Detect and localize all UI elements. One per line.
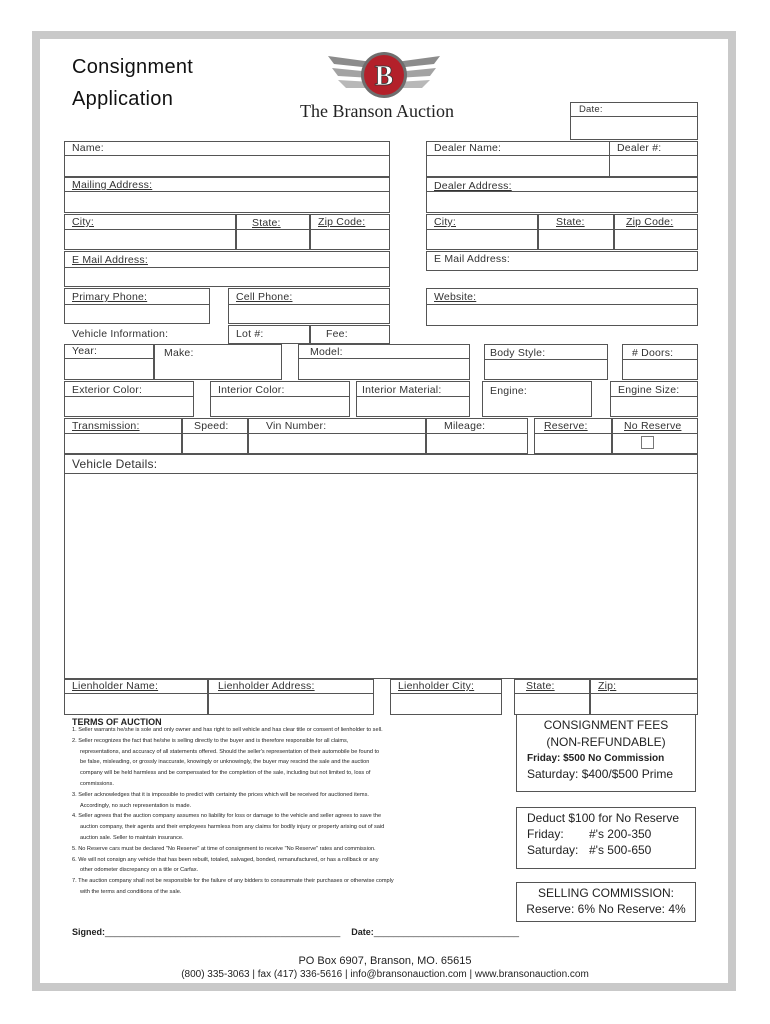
commission-rates: Reserve: 6% No Reserve: 4%: [526, 902, 686, 916]
terms-item: auction sale. Seller to maintain insurance.: [80, 834, 184, 841]
form-title-line1: Consignment: [72, 56, 194, 78]
vehicle-details-label: Vehicle Details:: [72, 457, 158, 471]
terms-item: 5. No Reserve cars must be declared "No Reserve" at time of consignment to receive "No Reserve" rates and commission.: [72, 845, 376, 852]
date-field[interactable]: [570, 102, 698, 140]
consignment-fees-box: [516, 714, 696, 792]
no-reserve-label: No Reserve: [624, 420, 682, 432]
fees-title: CONSIGNMENT FEES: [543, 718, 669, 732]
auction-logo: [326, 48, 442, 102]
saturday-range: Saturday: #'s 500-650: [527, 843, 652, 857]
terms-item: Accordingly, no such representation is made.: [80, 802, 192, 809]
city-label: City:: [72, 216, 94, 228]
saturday-fee: Saturday: $400/$500 Prime: [527, 767, 674, 781]
signature-line[interactable]: [72, 927, 519, 937]
form-title-line2: Application: [72, 88, 174, 110]
lienholder-name-label: Lienholder Name:: [72, 680, 159, 692]
dealer-number-label: Dealer #:: [617, 142, 662, 154]
logo-letter: B: [374, 61, 394, 92]
footer-contact: (800) 335-3063 | fax (417) 336-5616 | info@bransonauction.com | www.bransonauction.com: [181, 969, 589, 980]
state-label: State:: [252, 217, 281, 229]
terms-list: [72, 725, 502, 898]
interior-material-label: Interior Material:: [362, 384, 442, 396]
mailing-address-label: Mailing Address:: [72, 179, 153, 191]
cell-phone-label: Cell Phone:: [236, 291, 293, 303]
vehicle-details-header: [64, 454, 698, 474]
date-label: Date:: [579, 104, 603, 115]
website-label: Website:: [434, 291, 477, 303]
exterior-color-label: Exterior Color:: [72, 384, 143, 396]
email-label: E Mail Address:: [72, 254, 148, 266]
terms-item: auction company, their agents and their employees harmless from any claims for bodily injury or property arising out of said: [80, 824, 385, 831]
year-label: Year:: [72, 345, 98, 357]
zip-label: Zip Code:: [318, 216, 366, 228]
selling-commission-box: [516, 882, 696, 922]
interior-color-label: Interior Color:: [218, 384, 285, 396]
terms-item: other odometer discrepancy on a title or Carfax.: [80, 867, 199, 874]
name-label: Name:: [72, 142, 104, 154]
dealer-city-label: City:: [434, 216, 456, 228]
friday-fee: Friday: $500 No Commission: [527, 753, 665, 764]
vehicle-details-textarea[interactable]: [64, 473, 698, 679]
signed-blank: _______________________________________________: [105, 927, 341, 937]
company-name: The Branson Auction: [300, 101, 454, 121]
friday-range: Friday: #'s 200-350: [527, 827, 652, 841]
transmission-label: Transmission:: [72, 420, 140, 432]
dealer-email-label: E Mail Address:: [434, 253, 510, 265]
terms-item: 4. Seller agrees that the auction company assumes no liability for loss or damage to the vehicle and seller agrees to save the: [72, 813, 382, 820]
commission-title: SELLING COMMISSION:: [537, 886, 675, 900]
dealer-zip-label: Zip Code:: [626, 216, 674, 228]
terms-item: with the terms and conditions of the sale.: [80, 888, 182, 895]
sign-date-label: Date:: [351, 927, 374, 937]
sign-date-blank: _____________________________: [373, 927, 519, 937]
engine-size-label: Engine Size:: [618, 384, 680, 396]
lienholder-zip-label: Zip:: [598, 680, 617, 692]
terms-item: representations, and accuracy of all statements offered. Should the seller's representation of their automobile be found to: [80, 748, 380, 755]
terms-heading: TERMS OF AUCTION: [72, 717, 162, 727]
doors-label: # Doors:: [632, 347, 674, 359]
dealer-state-label: State:: [556, 216, 585, 228]
vin-label: Vin Number:: [266, 420, 327, 432]
terms-item: company will be held harmless and be compensated for the completion of the sale, including but not limited to, loss of: [80, 770, 371, 777]
primary-phone-label: Primary Phone:: [72, 291, 148, 303]
make-label: Make:: [164, 347, 194, 359]
terms-item: commissions.: [80, 780, 114, 787]
terms-item: 6. We will not consign any vehicle that has been rebuilt, totaled, salvaged, bonded, remanufactured, or has a rollback or any: [72, 856, 379, 863]
model-label: Model:: [310, 346, 343, 358]
lienholder-state-label: State:: [526, 680, 555, 692]
reserve-label: Reserve:: [544, 420, 588, 432]
deduct-text: Deduct $100 for No Reserve: [527, 811, 680, 825]
mileage-label: Mileage:: [444, 420, 486, 432]
terms-item: 3. Seller acknowledges that it is impossible to predict with certainty the prices which will be received for auctioned items.: [72, 791, 369, 798]
fee-label: Fee:: [326, 328, 348, 340]
dealer-address-label: Dealer Address:: [434, 180, 512, 192]
vehicle-info-label: Vehicle Information:: [72, 328, 169, 340]
lienholder-address-label: Lienholder Address:: [218, 680, 315, 692]
reserve-deduction-box: [516, 807, 696, 869]
fees-subtitle: (NON-REFUNDABLE): [546, 735, 666, 749]
terms-item: be false, misleading, or grossly inaccurate, knowingly or unknowingly, the buyer may rescind the sale and the auction: [80, 759, 370, 766]
lot-label: Lot #:: [236, 328, 264, 340]
no-reserve-checkbox[interactable]: [641, 436, 654, 449]
fee-field[interactable]: [310, 325, 390, 344]
lienholder-city-label: Lienholder City:: [398, 680, 475, 692]
name-field[interactable]: [64, 141, 390, 177]
terms-item: 7. The auction company shall not be responsible for the failure of any bidders to consummate their purchases or otherwise comply: [72, 878, 394, 885]
terms-item: 2. Seller recognizes the fact that he/she is selling directly to the buyer and is therefore responsible for all claims,: [72, 737, 349, 744]
dealer-name-label: Dealer Name:: [434, 142, 502, 154]
terms-item: 1. Seller warrants he/she is sole and only owner and has right to sell vehicle and has clear title or consent of lienholder to sell.: [72, 727, 383, 733]
engine-label: Engine:: [490, 385, 528, 397]
footer-address: PO Box 6907, Branson, MO. 65615: [298, 955, 472, 967]
body-style-label: Body Style:: [490, 347, 546, 359]
speed-label: Speed:: [194, 420, 229, 432]
signed-label: Signed:: [72, 927, 105, 937]
